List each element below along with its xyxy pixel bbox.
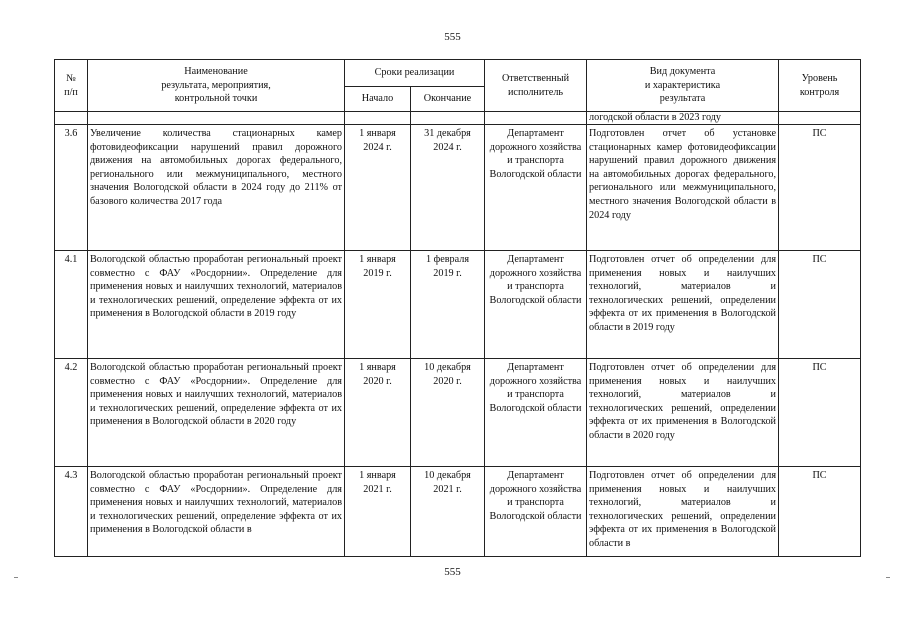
row-number: 4.2	[55, 359, 88, 467]
row-name: Вологодской областью проработан региональный проект совместно с ФАУ «Росдорнии». Определение для применения новых и наилучших технологий, материалов и технологических решений, определение эффекта от их применения в Вологодской области в	[88, 467, 345, 557]
header-start: Начало	[345, 87, 411, 112]
header-document: Вид документа и характеристика результата	[587, 60, 779, 112]
row-level: ПС	[779, 251, 861, 359]
table-row	[55, 251, 861, 359]
header-responsible: Ответственный исполнитель	[485, 60, 587, 112]
row-document: Подготовлен отчет об определении для применения новых и наилучших технологий, материалов и технологических решений, определении эффекта от их применения в Вологодской области в 2020 году	[587, 359, 779, 467]
scan-mark-right	[886, 577, 890, 578]
header-end: Окончание	[411, 87, 485, 112]
row-start: 1 января 2019 г.	[345, 251, 411, 359]
row-responsible: Департамент дорожного хозяйства и транспорта Вологодской области	[485, 251, 587, 359]
schedule-table	[54, 59, 861, 557]
header-level: Уровень контроля	[779, 60, 861, 112]
row-start: 1 января 2020 г.	[345, 359, 411, 467]
row-end: 10 декабря 2021 г.	[411, 467, 485, 557]
row-end: 31 декабря 2024 г.	[411, 125, 485, 251]
row-start: 1 января 2024 г.	[345, 125, 411, 251]
carry-over-row	[55, 112, 861, 125]
table-row	[55, 359, 861, 467]
header-number: № п/п	[55, 60, 88, 112]
row-document: Подготовлен отчет об установке стационарных камер фотовидеофиксации нарушений правил дорожного движения на автомобильных дорогах федерального, регионального или межмуниципального, местного значения Вологодской области в 2024 году	[587, 125, 779, 251]
row-number: 4.1	[55, 251, 88, 359]
row-name: Вологодской областью проработан региональный проект совместно с ФАУ «Росдорнии». Определение для применения новых и наилучших технологий, материалов и технологических решений, определение эффекта от их применения в Вологодской области в 2019 году	[88, 251, 345, 359]
page-number-top: 555	[444, 31, 461, 43]
row-responsible: Департамент дорожного хозяйства и транспорта Вологодской области	[485, 359, 587, 467]
header-terms: Сроки реализации	[345, 60, 485, 87]
row-document: Подготовлен отчет об определении для применения новых и наилучших технологий, материалов и технологических решений, определении эффекта от их применения в Вологодской области в 2019 году	[587, 251, 779, 359]
row-start: 1 января 2021 г.	[345, 467, 411, 557]
row-number: 3.6	[55, 125, 88, 251]
row-level: ПС	[779, 359, 861, 467]
row-end: 10 декабря 2020 г.	[411, 359, 485, 467]
row-responsible: Департамент дорожного хозяйства и транспорта Вологодской области	[485, 125, 587, 251]
row-level: ПС	[779, 125, 861, 251]
header-name: Наименование результата, мероприятия, контрольной точки	[88, 60, 345, 112]
row-name: Увеличение количества стационарных камер фотовидеофиксации нарушений правил дорожного движения на автомобильных дорогах федерального, регионального или межмуниципального, местного значения Вологодской области в 2024 году до 211% от базового количества 2017 года	[88, 125, 345, 251]
row-number: 4.3	[55, 467, 88, 557]
table-row	[55, 125, 861, 251]
row-end: 1 февраля 2019 г.	[411, 251, 485, 359]
page-number-bottom: 555	[444, 566, 461, 578]
row-responsible: Департамент дорожного хозяйства и транспорта Вологодской области	[485, 467, 587, 557]
carry-over-doc: логодской области в 2023 году	[587, 112, 779, 125]
row-level: ПС	[779, 467, 861, 557]
table-row	[55, 467, 861, 557]
row-document: Подготовлен отчет об определении для применения новых и наилучших технологий, материалов и технологических решений, определении эффекта от их применения в Вологодской области в	[587, 467, 779, 557]
scan-mark-left	[14, 577, 18, 578]
row-name: Вологодской областью проработан региональный проект совместно с ФАУ «Росдорнии». Определение для применения новых и наилучших технологий, материалов и технологических решений, определение эффекта от их применения в Вологодской области в 2020 году	[88, 359, 345, 467]
